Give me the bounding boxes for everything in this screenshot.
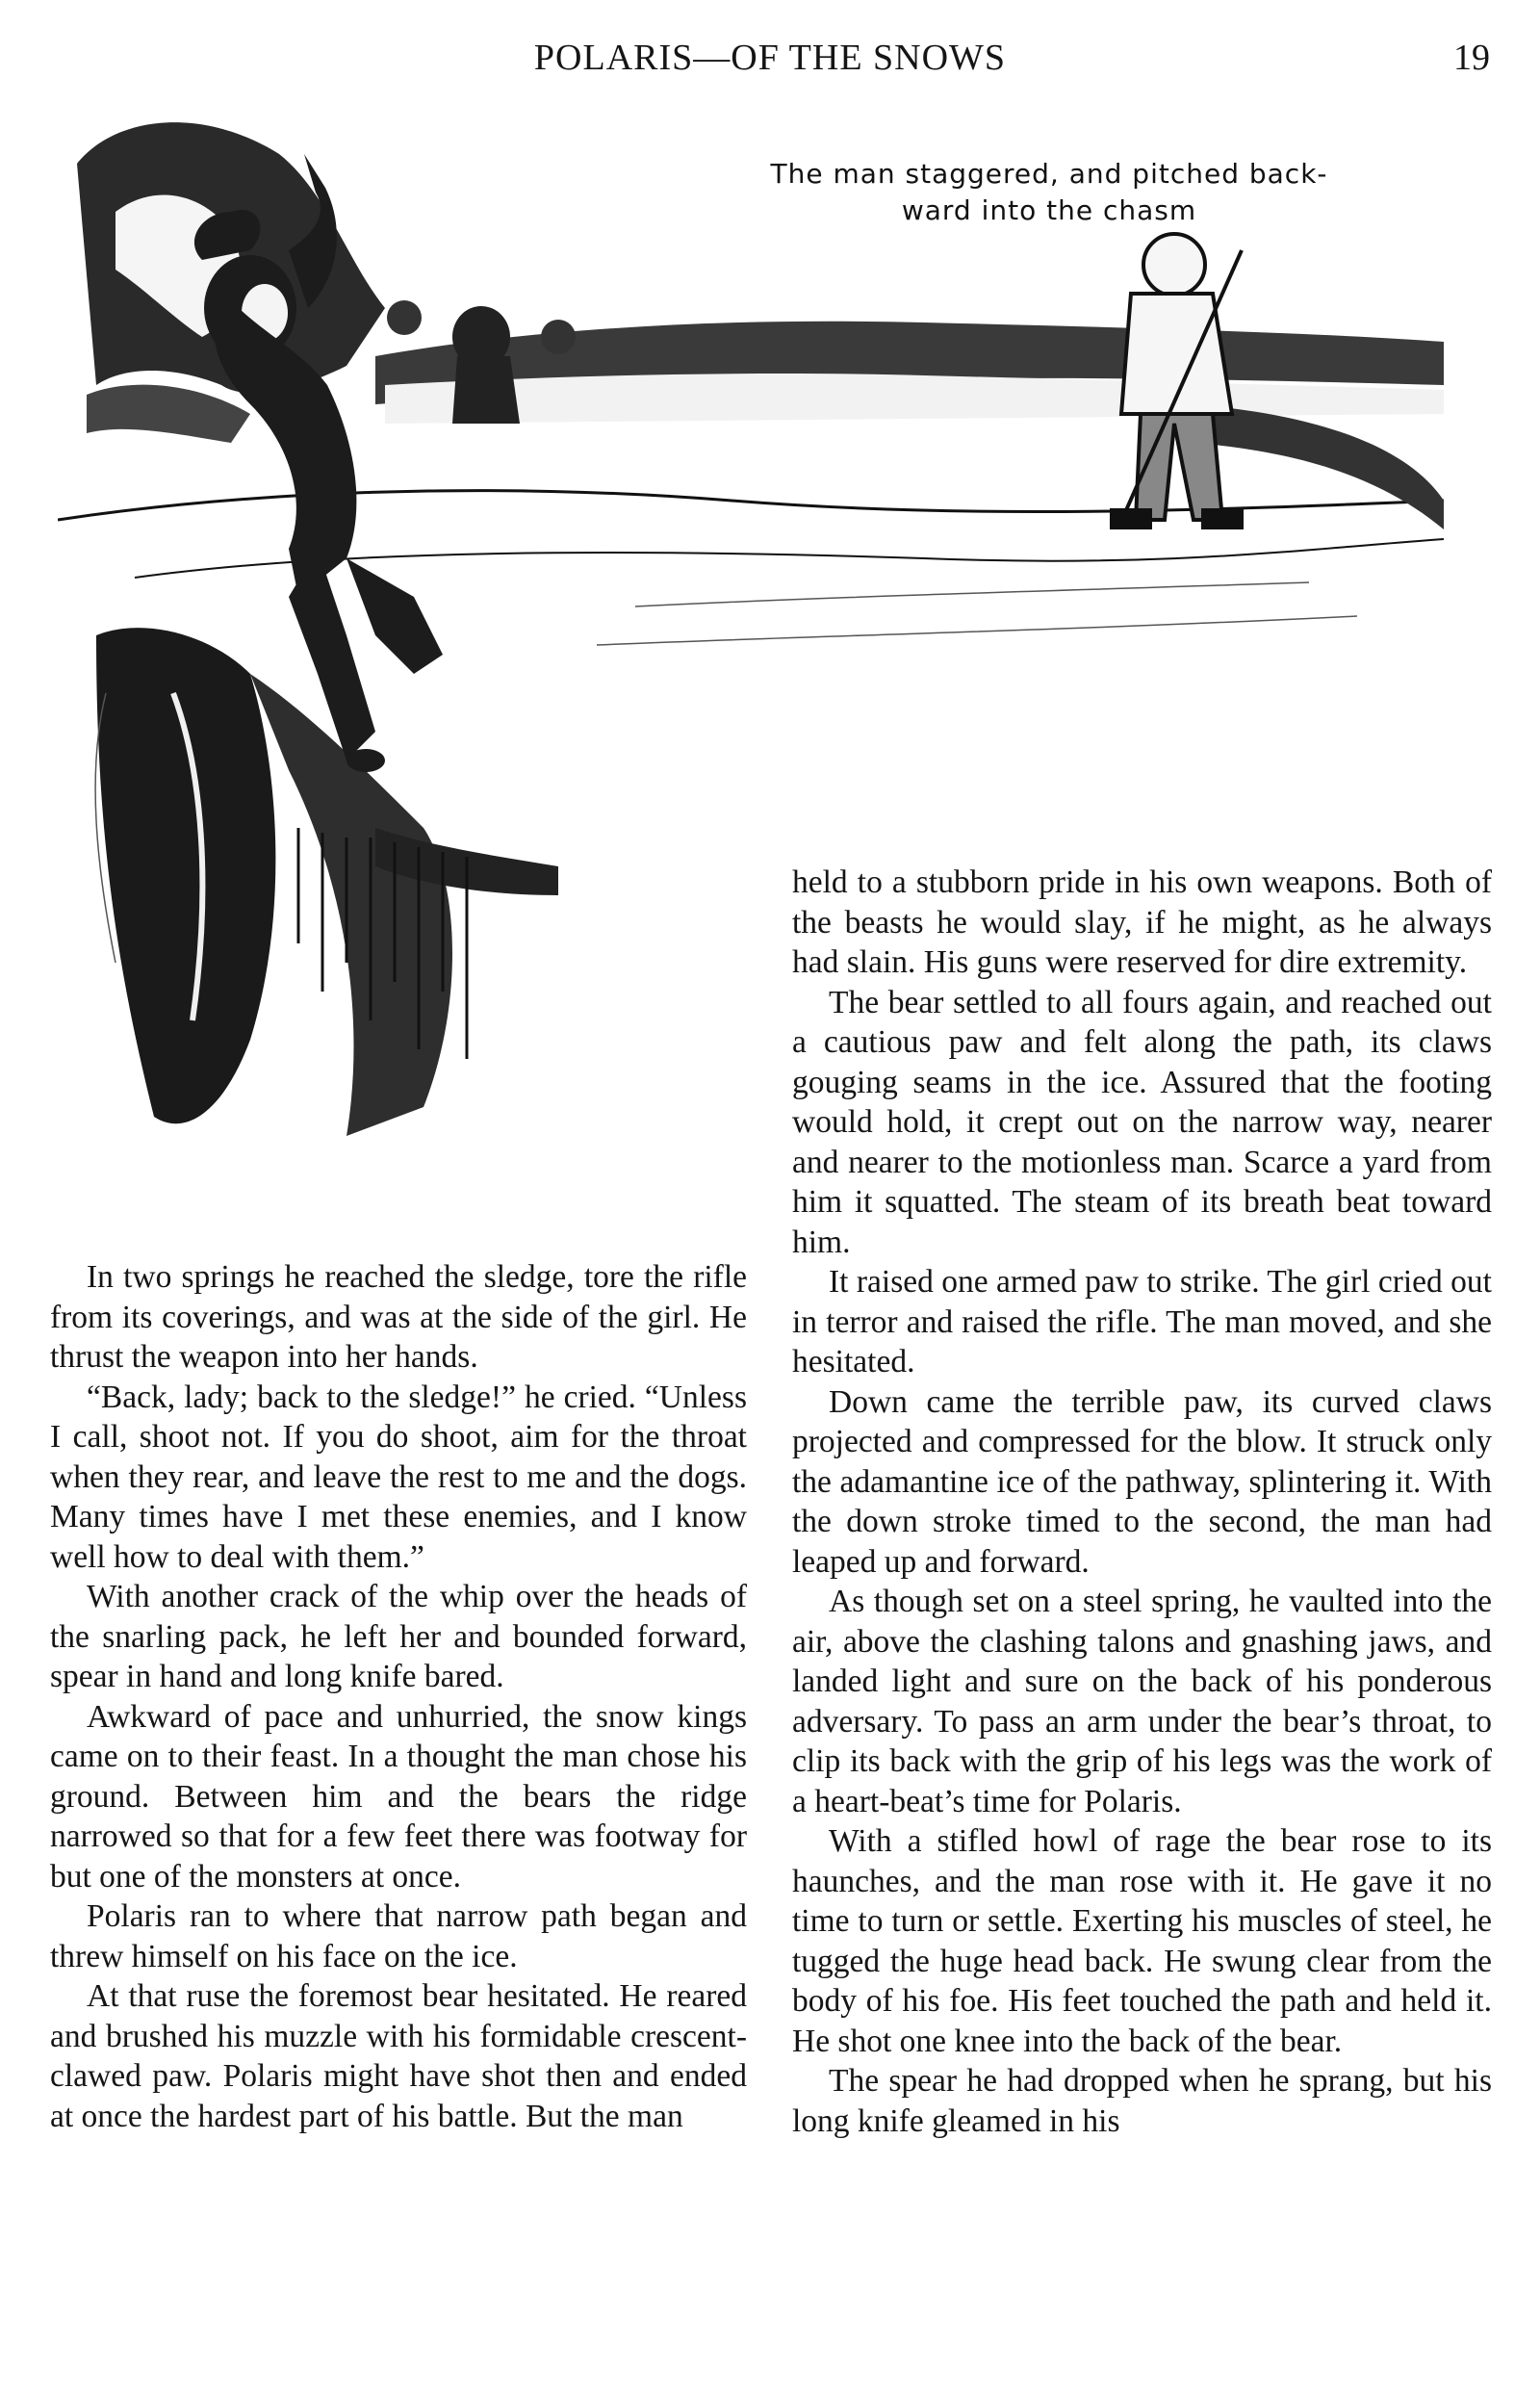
standing-man [1112,234,1242,528]
paragraph: In two springs he reached the sledge, tore the rifle from its coverings, and was at the side of the girl. He thrust the weapon into her hands. [50,1259,747,1375]
paragraph: Down came the terrible paw, its curved claws projected and compressed for the blow. It struck only the adamantine ice of the pathway, splintering it. With the down stroke timed to the second, the man had leaped up and forward. [792,1383,1492,1580]
paragraph: Polaris ran to where that narrow path began and threw himself on his face on the ice. [50,1898,747,1974]
page-header [0,37,1540,85]
running-head: POLARIS—OF THE SNOWS [533,38,1007,78]
right-column [792,863,1492,2141]
caption-line-1: The man staggered, and pitched back- [770,158,1328,190]
paragraph: At that ruse the foremost bear hesitated. He reared and brushed his muzzle with his formidable crescent-clawed paw. Polaris might have shot then and ended at once the hardest part of his battle. But the man [50,1978,747,2134]
paragraph: The spear he had dropped when he sprang, but his long knife gleamed in his [792,2063,1492,2139]
chasm [96,628,275,1123]
page-number: 19 [1453,38,1490,78]
left-column [50,1257,747,2136]
paragraph: As though set on a steel spring, he vaulted into the air, above the clashing talons and gnashing jaws, and landed light and sure on the back of his ponderous adversary. To pass an arm under the bear’s throat, to clip its back with the grip of his legs was the work of a heart-beat’s time for Polaris. [792,1584,1492,1819]
paragraph: “Back, lady; back to the sledge!” he cried. “Unless I call, shoot not. If you do shoot, aim for the throat when they rear, and leave the rest to me and the dogs. Many times have I met these enemies, and I know well how to deal with them.” [50,1379,747,1575]
paragraph: With another crack of the whip over the heads of the snarling pack, he left her and bounded forward, spear in hand and long knife bared. [50,1579,747,1694]
illustration-caption [712,156,1386,229]
paragraph: With a stifled howl of rage the bear rose to its haunches, and the man rose with it. He gave it no time to turn or settle. Exerting his muscles of steel, he tugged the huge head back. He swung clear from the body of his foe. His feet touched the path and held it. He shot one knee into the back of the bear. [792,1823,1492,2059]
caption-line-2: ward into the chasm [901,194,1197,226]
paragraph: Awkward of pace and unhurried, the snow kings came on to their feast. In a thought the man chose his ground. Between him and the bears the ridge narrowed so that for a few feet there was footway for but one of the monsters at once. [50,1698,747,1895]
paragraph: The bear settled to all fours again, and reached out a cautious paw and felt along the path, its claws gouging seams in the ice. Assured that the footing would hold, it crept out on the narrow way, nearer and nearer to the motionless man. Scarce a yard from him it squatted. The steam of its breath beat toward him. [792,984,1492,1260]
paragraph: It raised one armed paw to strike. The girl cried out in terror and raised the rifle. The man moved, and she hesitated. [792,1264,1492,1379]
paragraph-continuation: held to a stubborn pride in his own weapons. Both of the beasts he would slay, if he might, as he always had slain. His guns were reserved for dire extremity. [792,864,1492,980]
